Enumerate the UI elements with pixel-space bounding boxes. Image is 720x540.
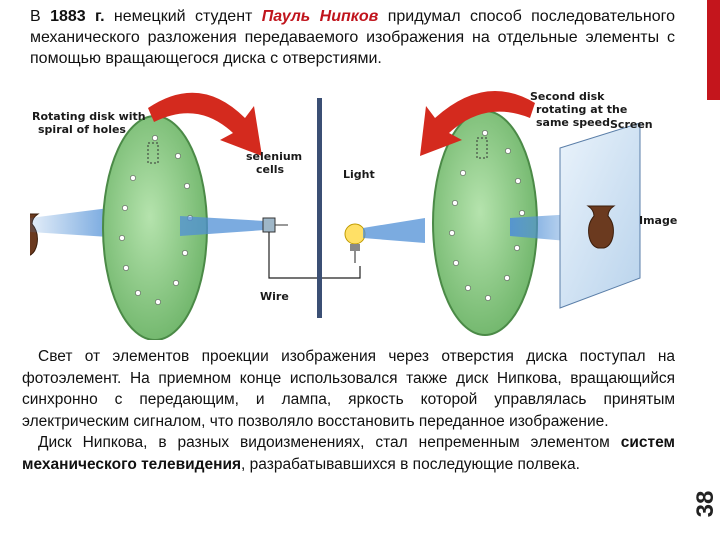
body-paragraph-2	[22, 432, 675, 475]
light-beam-middle	[180, 216, 265, 236]
body-p2-post: , разрабатывавшихся в последующие полвека.	[241, 455, 580, 473]
body-text	[22, 346, 675, 475]
label-screen: Screen	[610, 118, 653, 131]
selenium-cell	[263, 218, 360, 278]
intro-year: 1883 г.	[50, 8, 105, 25]
intro-pre: В	[30, 8, 51, 25]
body-p2-bold: систем механического телевидения	[22, 434, 675, 473]
label-cells-1: selenium	[246, 150, 303, 163]
body-paragraph-1: Свет от элементов проекции изображения через отверстия диска поступал на фотоэлемент. На приемном конце использовался также диск Нипкова, вращающийся синхронно с передающим, и лампа, яркость которой управлялась принятым электрическим сигналом, что позволяло восстановить переданное изображение.	[22, 348, 675, 430]
label-cells-2: cells	[256, 163, 285, 176]
divider-bar	[317, 98, 322, 318]
label-left-disk-2: spiral of holes	[38, 123, 126, 136]
light-beam-right	[363, 218, 425, 243]
intro-post: придумал способ последовательного механического разложения передаваемого изображения на отдельные элементы с помощью вращающегося диска с отверстиями.	[30, 8, 675, 67]
label-light: Light	[343, 168, 375, 181]
intro-mid: немецкий студент	[104, 8, 262, 25]
accent-strip	[707, 0, 720, 100]
label-image: Image	[639, 214, 678, 227]
inventor-name: Пауль Нипков	[261, 8, 379, 25]
page-number: 38	[692, 490, 719, 518]
label-second-3: same speed	[536, 116, 610, 129]
label-second-1: Second disk	[530, 90, 605, 103]
label-second-2: rotating at the	[536, 103, 628, 116]
nipkow-disk-diagram	[30, 78, 680, 340]
body-p2-pre: Диск Нипкова, в разных видоизменениях, стал непременным элементом	[38, 434, 621, 451]
label-left-disk-1: Rotating disk with	[32, 110, 146, 123]
label-wire: Wire	[260, 290, 289, 303]
light-bulb-icon	[345, 224, 365, 263]
intro-paragraph	[30, 6, 675, 69]
side-strip	[707, 100, 720, 540]
